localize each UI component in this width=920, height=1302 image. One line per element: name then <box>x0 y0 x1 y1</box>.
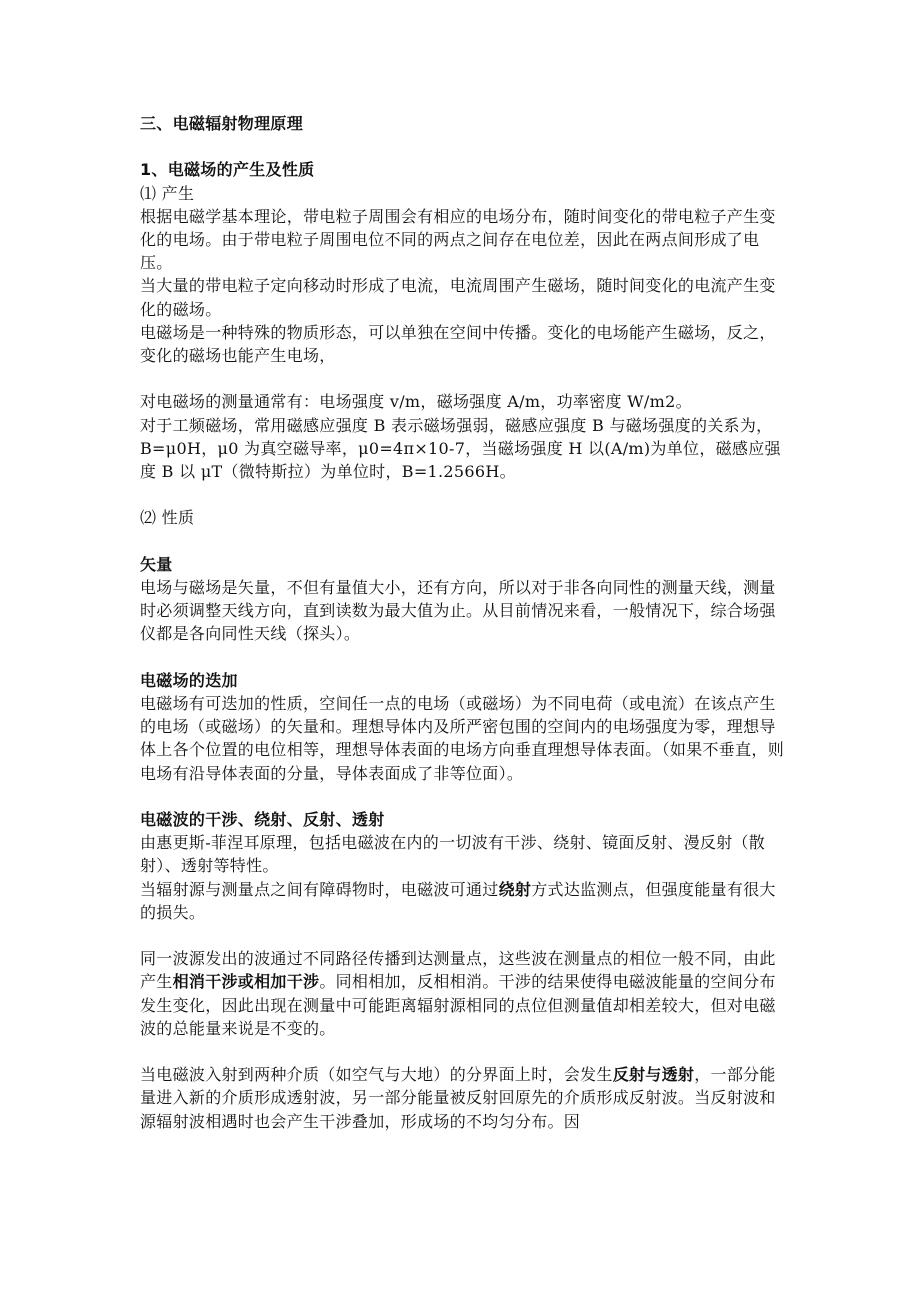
document-page <box>140 112 790 1133</box>
spacer <box>140 530 790 553</box>
paragraph-superposition: 电磁场有可迭加的性质，空间任一点的电场（或磁场）为不同电荷（或电流）在该点产生的电场（或磁场）的矢量和。理想导体内及所严密包围的空间内的电场强度为零，理想导体上各个位置的电位相等，理想导体表面的电场方向垂直理想导体表面。（如果不垂直，则电场有沿导体表面的分量，导体表面成了非等位面）。 <box>140 694 785 783</box>
spacer <box>140 483 790 506</box>
spacer <box>140 135 790 158</box>
diffraction-term: 绕射 <box>498 879 532 899</box>
reflection-term: 反射与透射 <box>612 1065 695 1085</box>
paragraph-electric-field: 根据电磁学基本理论，带电粒子周围会有相应的电场分布，随时间变化的带电粒子产生变化的电场。由于带电粒子周围电位不同的两点之间存在电位差，因此在两点间形成了电压。 <box>140 206 776 273</box>
spacer <box>140 367 790 390</box>
subheading-properties: ⑵ 性质 <box>140 508 195 528</box>
spacer <box>140 924 790 947</box>
heading-generation-properties: 1、电磁场的产生及性质 <box>140 160 315 180</box>
paragraph-current-magnetic: 当大量的带电粒子定向移动时形成了电流，电流周围产生磁场，随时间变化的电流产生变化的磁场。 <box>140 276 776 319</box>
section-title: 三、电磁辐射物理原理 <box>140 114 304 133</box>
reflection-text-a: 当电磁波入射到两种介质（如空气与大地）的分界面上时，会发生 <box>140 1065 613 1085</box>
spacer <box>140 646 790 669</box>
interference-text-c: 。同相相加，反相相消。干涉的结果使得电磁波能量的空间分布发生变化，因此出现在测量中可能距离辐射源相同的点位但测量值却相差较大，但对电磁波的总能量来说是不变的。 <box>140 972 776 1038</box>
interference-text-a: 同一波源发出的波通过不同路径传播到达测量点，这些波在测量点的相位一般不同，由此产生 <box>140 949 776 992</box>
spacer <box>140 785 790 808</box>
paragraph-huygens: 由惠更斯-菲涅耳原理，包括电磁波在内的一切波有干涉、绕射、镜面反射、漫反射（散射）、透射等特性。 <box>140 833 766 876</box>
paragraph-diffraction <box>140 878 790 924</box>
diffraction-text-c: 方式达监测点，但强度能量有很大的损失。 <box>140 879 776 922</box>
interference-term: 相消干涉或相加干涉 <box>172 972 320 992</box>
heading-vector: 矢量 <box>140 554 173 574</box>
paragraph-vector: 电场与磁场是矢量，不但有量值大小，还有方向，所以对于非各向同性的测量天线，测量时必须调整天线方向，直到读数为最大值为止。从目前情况来看，一般情况下，综合场强仪都是各向同性天线（探头）。 <box>140 578 776 644</box>
paragraph-measurement: 对电磁场的测量通常有：电场强度 v/m，磁场强度 A/m，功率密度 W/m2。 <box>140 392 692 412</box>
reflection-text-c: ，一部分能量进入新的介质形成透射波，另一部分能量被反射回原先的介质形成反射波。当反射波和源辐射波相遇时也会产生干涉叠加，形成场的不均匀分布。因 <box>140 1065 776 1131</box>
subheading-generation: ⑴ 产生 <box>140 183 195 203</box>
paragraph-em-field: 电磁场是一种特殊的物质形态，可以单独在空间中传播。变化的电场能产生磁场，反之，变化的磁场也能产生电场， <box>140 322 776 366</box>
paragraph-interference <box>140 947 790 1040</box>
paragraph-reflection <box>140 1063 790 1133</box>
spacer <box>140 1040 790 1063</box>
paragraph-power-frequency: 对于工频磁场，常用磁感应强度 B 表示磁场强弱，磁感应强度 B 与磁场强度的关系为，B=μ0H，μ0 为真空磁导率，μ0=4π×10-7，当磁场强度 H 以(A/m)为单位，磁感应强度 B 以 μT（微特斯拉）为单位时，B=1.2566H。 <box>140 415 781 482</box>
diffraction-text-a: 当辐射源与测量点之间有障碍物时，电磁波可通过 <box>140 879 499 899</box>
heading-wave-properties: 电磁波的干涉、绕射、反射、透射 <box>140 810 385 829</box>
heading-superposition: 电磁场的迭加 <box>140 670 238 690</box>
